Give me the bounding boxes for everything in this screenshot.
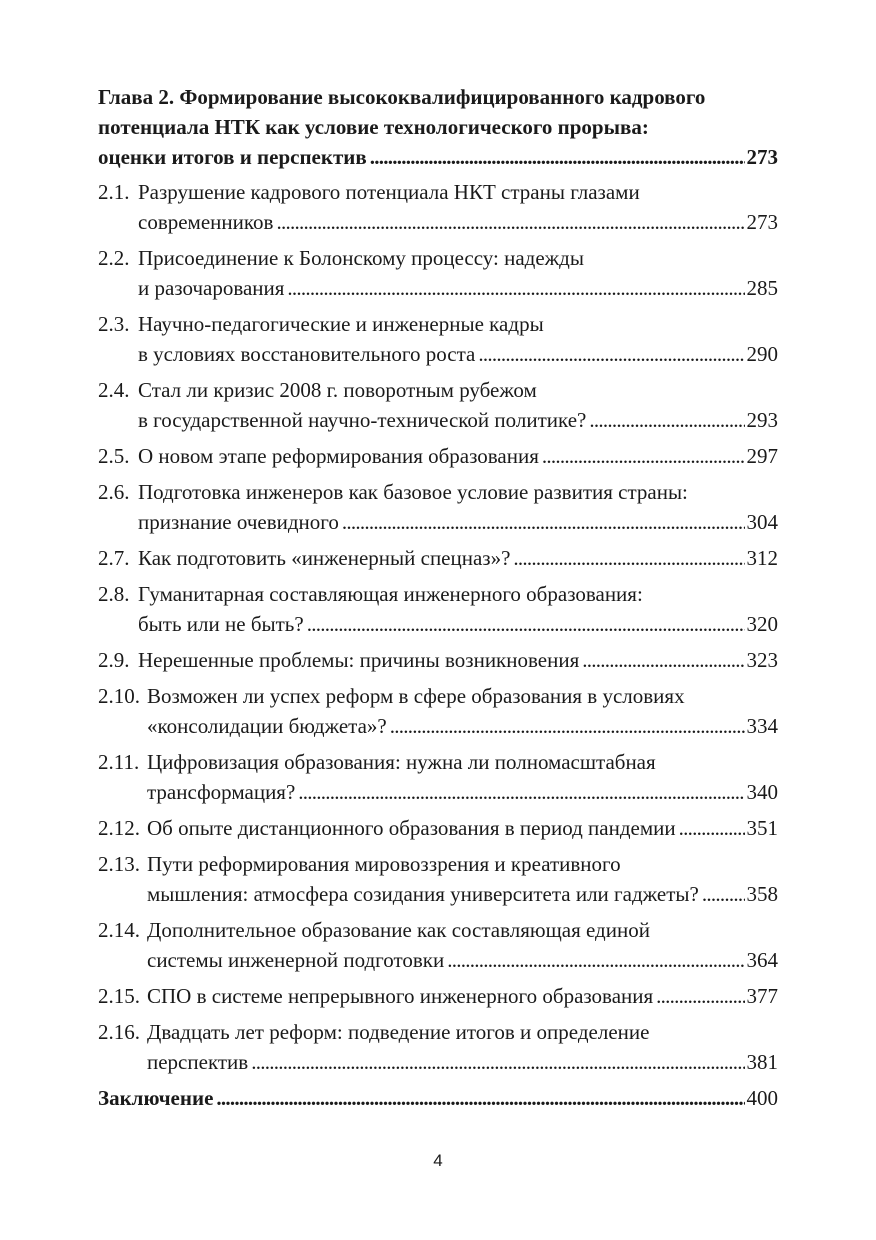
conclusion-title: Заключение [98, 1086, 214, 1110]
chapter-title-line: потенциала НТК как условие технологического прорыва: [98, 115, 649, 139]
entry-number: 2.9. [98, 648, 130, 672]
dot-leader [298, 777, 744, 807]
entry-page-number: 377 [746, 984, 778, 1008]
toc-entry-conclusion [98, 1083, 778, 1113]
page-number: 4 [433, 1151, 443, 1170]
entry-title-last-line [147, 945, 778, 975]
entry-title-text: Как подготовить «инженерный спецназ»? [138, 546, 511, 570]
entry-number: 2.15. [98, 984, 140, 1008]
table-of-contents [98, 82, 778, 1113]
chapter-page-number: 273 [746, 145, 778, 169]
entry-title-last-line [138, 273, 778, 303]
entry-title-text: современников [138, 210, 274, 234]
entry-page-number: 320 [746, 612, 778, 636]
dot-leader [656, 981, 744, 1011]
entry-number: 2.12. [98, 816, 140, 840]
entry-title-last-line [147, 879, 778, 909]
entry-title-last-line [138, 609, 778, 639]
toc-entry-2-2 [98, 243, 778, 303]
entry-number: 2.14. [98, 918, 140, 942]
entry-title-text: и разочарования [138, 276, 285, 300]
entry-title-line: Разрушение кадрового потенциала НКТ страны глазами [138, 180, 640, 204]
dot-leader [390, 711, 745, 741]
entry-page-number: 273 [746, 210, 778, 234]
entry-page-number: 358 [746, 882, 778, 906]
entry-title-text: системы инженерной подготовки [147, 948, 445, 972]
toc-entry-2-10 [98, 681, 778, 741]
entry-page-number: 290 [746, 342, 778, 366]
entry-page-number: 334 [746, 714, 778, 738]
entry-title-last-line [138, 207, 778, 237]
chapter-title-line: Глава 2. Формирование высококвалифицированного кадрового [98, 85, 706, 109]
entry-title-text: мышления: атмосфера созидания университета или гаджеты? [147, 882, 699, 906]
entry-number: 2.1. [98, 180, 130, 204]
entry-title-line: Пути реформирования мировоззрения и креативного [147, 852, 621, 876]
toc-entry-2-1 [98, 177, 778, 237]
toc-entry-2-16 [98, 1017, 778, 1077]
toc-entry-2-7 [98, 543, 778, 573]
entry-number: 2.3. [98, 312, 130, 336]
entry-title-last-line [147, 711, 778, 741]
entry-number: 2.16. [98, 1020, 140, 1044]
entry-number: 2.10. [98, 684, 140, 708]
entry-page-number: 381 [746, 1050, 778, 1074]
entry-title-line: Гуманитарная составляющая инженерного образования: [138, 582, 643, 606]
entry-page-number: 285 [746, 276, 778, 300]
toc-entry-2-5 [98, 441, 778, 471]
entry-title-text: перспектив [147, 1050, 249, 1074]
entry-page-number: 340 [746, 780, 778, 804]
entry-title-text: быть или не быть? [138, 612, 304, 636]
entry-number: 2.13. [98, 852, 140, 876]
chapter-heading [98, 82, 778, 172]
entry-title-last-line [147, 777, 778, 807]
entry-title-line: Цифровизация образования: нужна ли полномасштабная [147, 750, 656, 774]
entry-title-last-line [138, 645, 778, 675]
dot-leader [251, 1047, 744, 1077]
conclusion-page-number: 400 [746, 1086, 778, 1110]
entry-title-last-line [138, 543, 778, 573]
dot-leader [702, 879, 745, 909]
entry-title-line: Дополнительное образование как составляющая единой [147, 918, 650, 942]
entry-number: 2.5. [98, 444, 130, 468]
dot-leader [216, 1083, 744, 1113]
entry-number: 2.4. [98, 378, 130, 402]
entry-title-last-line [147, 1047, 778, 1077]
entry-page-number: 293 [746, 408, 778, 432]
entry-number: 2.2. [98, 246, 130, 270]
entry-title-line: Присоединение к Болонскому процессу: надежды [138, 246, 584, 270]
toc-entry-2-12 [98, 813, 778, 843]
entry-title-last-line [147, 813, 778, 843]
toc-entry-2-3 [98, 309, 778, 369]
entry-page-number: 323 [746, 648, 778, 672]
dot-leader [513, 543, 744, 573]
entry-title-text: признание очевидного [138, 510, 339, 534]
dot-leader [370, 142, 745, 172]
entry-title-text: «консолидации бюджета»? [147, 714, 387, 738]
dot-leader [342, 507, 745, 537]
entry-title-text: СПО в системе непрерывного инженерного образования [147, 984, 654, 1008]
toc-entry-2-9 [98, 645, 778, 675]
dot-leader [447, 945, 744, 975]
entry-title-line: Научно-педагогические и инженерные кадры [138, 312, 544, 336]
dot-leader [542, 441, 745, 471]
entry-title-text: О новом этапе реформирования образования [138, 444, 539, 468]
chapter-title-last-line [98, 142, 778, 172]
toc-entry-2-6 [98, 477, 778, 537]
entry-title-last-line [138, 441, 778, 471]
dot-leader [287, 273, 744, 303]
entry-title-line: Двадцать лет реформ: подведение итогов и определение [147, 1020, 650, 1044]
entry-title-line: Подготовка инженеров как базовое условие развития страны: [138, 480, 688, 504]
dot-leader [276, 207, 744, 237]
entry-number: 2.8. [98, 582, 130, 606]
dot-leader [582, 645, 744, 675]
entry-title-last-line [138, 405, 778, 435]
dot-leader [679, 813, 745, 843]
entry-number: 2.11. [98, 750, 140, 774]
dot-leader [589, 405, 744, 435]
entry-title-line: Стал ли кризис 2008 г. поворотным рубежом [138, 378, 537, 402]
entry-page-number: 312 [746, 546, 778, 570]
toc-entry-2-4 [98, 375, 778, 435]
entry-title-text: трансформация? [147, 780, 296, 804]
entry-page-number: 304 [746, 510, 778, 534]
entry-title-text: в государственной научно-технической политике? [138, 408, 587, 432]
entry-title-text: Нерешенные проблемы: причины возникновения [138, 648, 580, 672]
entry-title-last-line [138, 507, 778, 537]
entry-title-text: Об опыте дистанционного образования в период пандемии [147, 816, 676, 840]
entry-page-number: 297 [746, 444, 778, 468]
entry-title-text: в условиях восстановительного роста [138, 342, 476, 366]
dot-leader [307, 609, 745, 639]
chapter-title-text: оценки итогов и перспектив [98, 145, 367, 169]
entry-number: 2.6. [98, 480, 130, 504]
toc-entry-2-14 [98, 915, 778, 975]
dot-leader [478, 339, 744, 369]
entry-title-line: Возможен ли успех реформ в сфере образования в условиях [147, 684, 685, 708]
toc-entry-2-8 [98, 579, 778, 639]
entry-page-number: 364 [746, 948, 778, 972]
toc-entry-2-15 [98, 981, 778, 1011]
entry-number: 2.7. [98, 546, 130, 570]
toc-entry-2-11 [98, 747, 778, 807]
entry-title-last-line [138, 339, 778, 369]
entry-page-number: 351 [746, 816, 778, 840]
entry-title-last-line [147, 981, 778, 1011]
toc-entry-2-13 [98, 849, 778, 909]
